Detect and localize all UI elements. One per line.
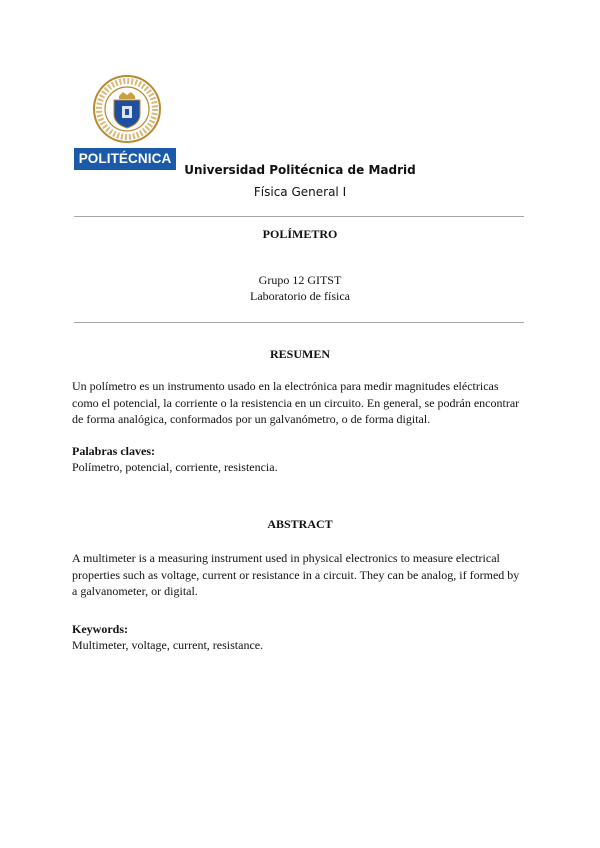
abstract-line: A multimeter is a measuring instrument used in physical electronics to measure electrical <box>72 551 500 565</box>
university-name: Universidad Politécnica de Madrid <box>184 163 416 177</box>
course-name: Física General I <box>253 185 347 199</box>
lab-label: Laboratorio de física <box>250 289 350 303</box>
info-divider <box>74 322 524 323</box>
resumen-line: Un polímetro es un instrumento usado en la electrónica para medir magnitudes eléctricas <box>72 379 499 393</box>
document-title: POLÍMETRO <box>262 227 338 241</box>
palabras-claves-label: Palabras claves: <box>72 444 155 458</box>
header-divider <box>74 216 524 217</box>
keywords-text: Multimeter, voltage, current, resistance. <box>72 638 264 652</box>
keywords-label: Keywords: <box>72 622 128 636</box>
abstract-paragraph <box>72 550 530 600</box>
palabras-claves-text: Polímetro, potencial, corriente, resistencia. <box>72 460 278 474</box>
abstract-heading: ABSTRACT <box>267 517 333 531</box>
politecnica-brand: POLITÉCNICA <box>74 148 176 170</box>
upm-logo <box>74 72 176 172</box>
university-seal-icon <box>92 74 162 144</box>
resumen-paragraph <box>72 378 530 428</box>
resumen-line: como el potencial, la corriente o la resistencia en un circuito. En general, se podrán encontrar <box>72 395 520 410</box>
resumen-heading: RESUMEN <box>269 347 330 361</box>
abstract-line: a galvanometer, or digital. <box>72 584 198 598</box>
abstract-line: properties such as voltage, current or resistance in a circuit. They can be analog, if formed by <box>72 567 520 582</box>
group-label: Grupo 12 GITST <box>258 273 342 287</box>
resumen-line: de forma analógica, conformados por un galvanómetro, o de forma digital. <box>72 412 431 426</box>
